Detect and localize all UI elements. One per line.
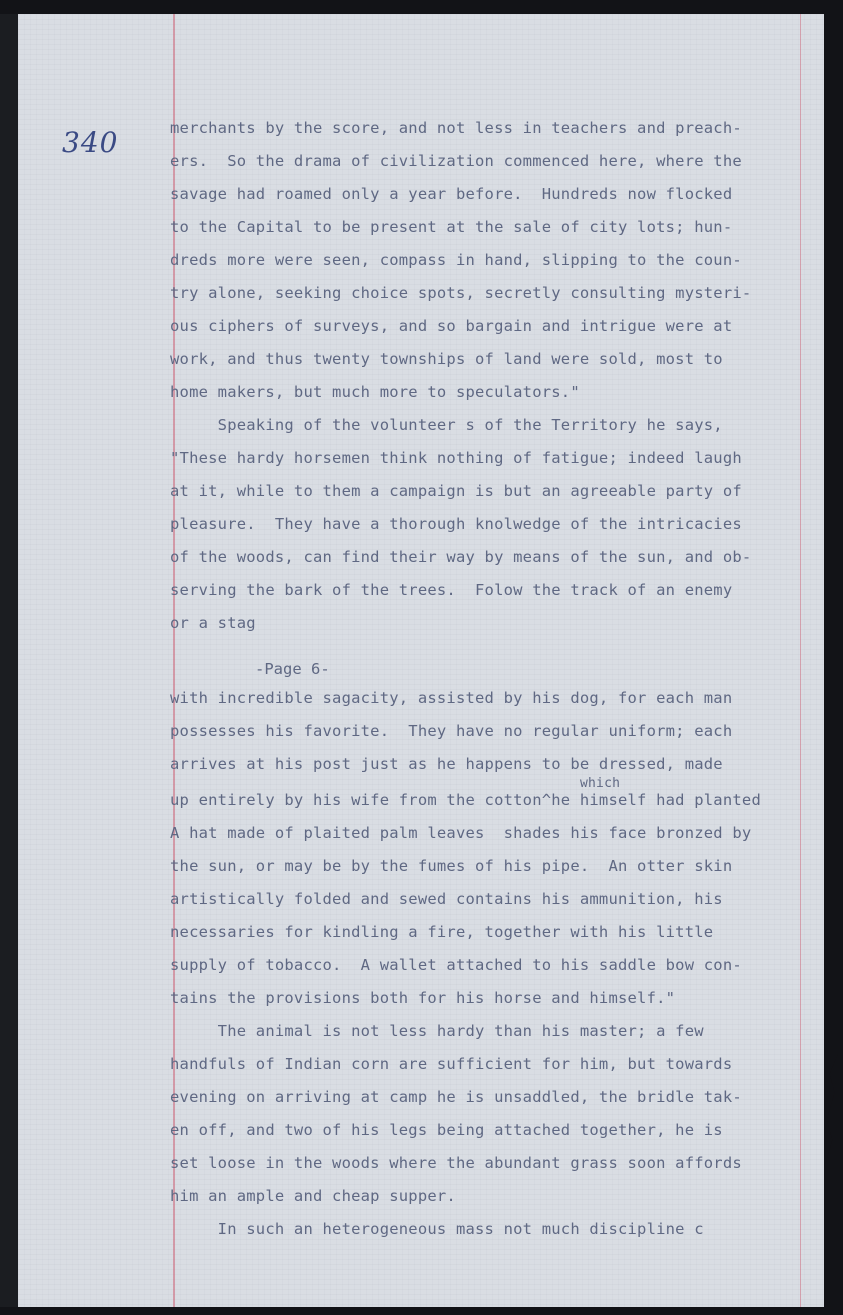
- scan-border-top: [0, 0, 843, 14]
- left-margin-rule: [173, 14, 175, 1307]
- text-line: pleasure. They have a thorough knolwedge of the intricacies: [170, 515, 742, 533]
- typescript-page: [18, 14, 824, 1307]
- text-line: with incredible sagacity, assisted by his dog, for each man: [170, 689, 733, 707]
- text-line: set loose in the woods where the abundant grass soon affords: [170, 1154, 742, 1172]
- text-line: The animal is not less hardy than his master; a few: [170, 1022, 704, 1040]
- text-line: try alone, seeking choice spots, secretly consulting mysteri-: [170, 284, 752, 302]
- text-line: A hat made of plaited palm leaves shades his face bronzed by: [170, 824, 752, 842]
- text-line: or a stag: [170, 614, 256, 632]
- text-line: home makers, but much more to speculators.": [170, 383, 580, 401]
- text-line: up entirely by his wife from the cotton^he himself had planted: [170, 791, 761, 809]
- text-line: him an ample and cheap supper.: [170, 1187, 456, 1205]
- text-line: evening on arriving at camp he is unsaddled, the bridle tak-: [170, 1088, 742, 1106]
- scan-border-bottom: [0, 1307, 843, 1315]
- interlinear-insert: which: [580, 776, 621, 791]
- text-line: ers. So the drama of civilization commenced here, where the: [170, 152, 742, 170]
- text-line: Speaking of the volunteer s of the Territory he says,: [170, 416, 723, 434]
- text-line: dreds more were seen, compass in hand, slipping to the coun-: [170, 251, 742, 269]
- text-line: savage had roamed only a year before. Hundreds now flocked: [170, 185, 733, 203]
- text-line: possesses his favorite. They have no regular uniform; each: [170, 722, 733, 740]
- text-line: to the Capital to be present at the sale of city lots; hun-: [170, 218, 733, 236]
- text-line: arrives at his post just as he happens to be dressed, made: [170, 755, 723, 773]
- text-line: necessaries for kindling a fire, together with his little: [170, 923, 714, 941]
- text-line: merchants by the score, and not less in teachers and preach-: [170, 119, 742, 137]
- text-line: the sun, or may be by the fumes of his pipe. An otter skin: [170, 857, 733, 875]
- page-marker: -Page 6-: [255, 660, 330, 678]
- text-line: tains the provisions both for his horse and himself.": [170, 989, 676, 1007]
- text-line: work, and thus twenty townships of land were sold, most to: [170, 350, 723, 368]
- text-line: en off, and two of his legs being attached together, he is: [170, 1121, 723, 1139]
- text-line: of the woods, can find their way by means of the sun, and ob-: [170, 548, 752, 566]
- text-line: "These hardy horsemen think nothing of fatigue; indeed laugh: [170, 449, 742, 467]
- text-line: handfuls of Indian corn are sufficient for him, but towards: [170, 1055, 733, 1073]
- text-line: supply of tobacco. A wallet attached to his saddle bow con-: [170, 956, 742, 974]
- text-line: In such an heterogeneous mass not much discipline c: [170, 1220, 704, 1238]
- text-line: ous ciphers of surveys, and so bargain and intrigue were at: [170, 317, 733, 335]
- text-line: artistically folded and sewed contains his ammunition, his: [170, 890, 723, 908]
- right-margin-rule: [800, 14, 801, 1307]
- handwritten-page-number: 340: [62, 126, 119, 159]
- text-line: serving the bark of the trees. Folow the track of an enemy: [170, 581, 733, 599]
- text-line: at it, while to them a campaign is but an agreeable party of: [170, 482, 742, 500]
